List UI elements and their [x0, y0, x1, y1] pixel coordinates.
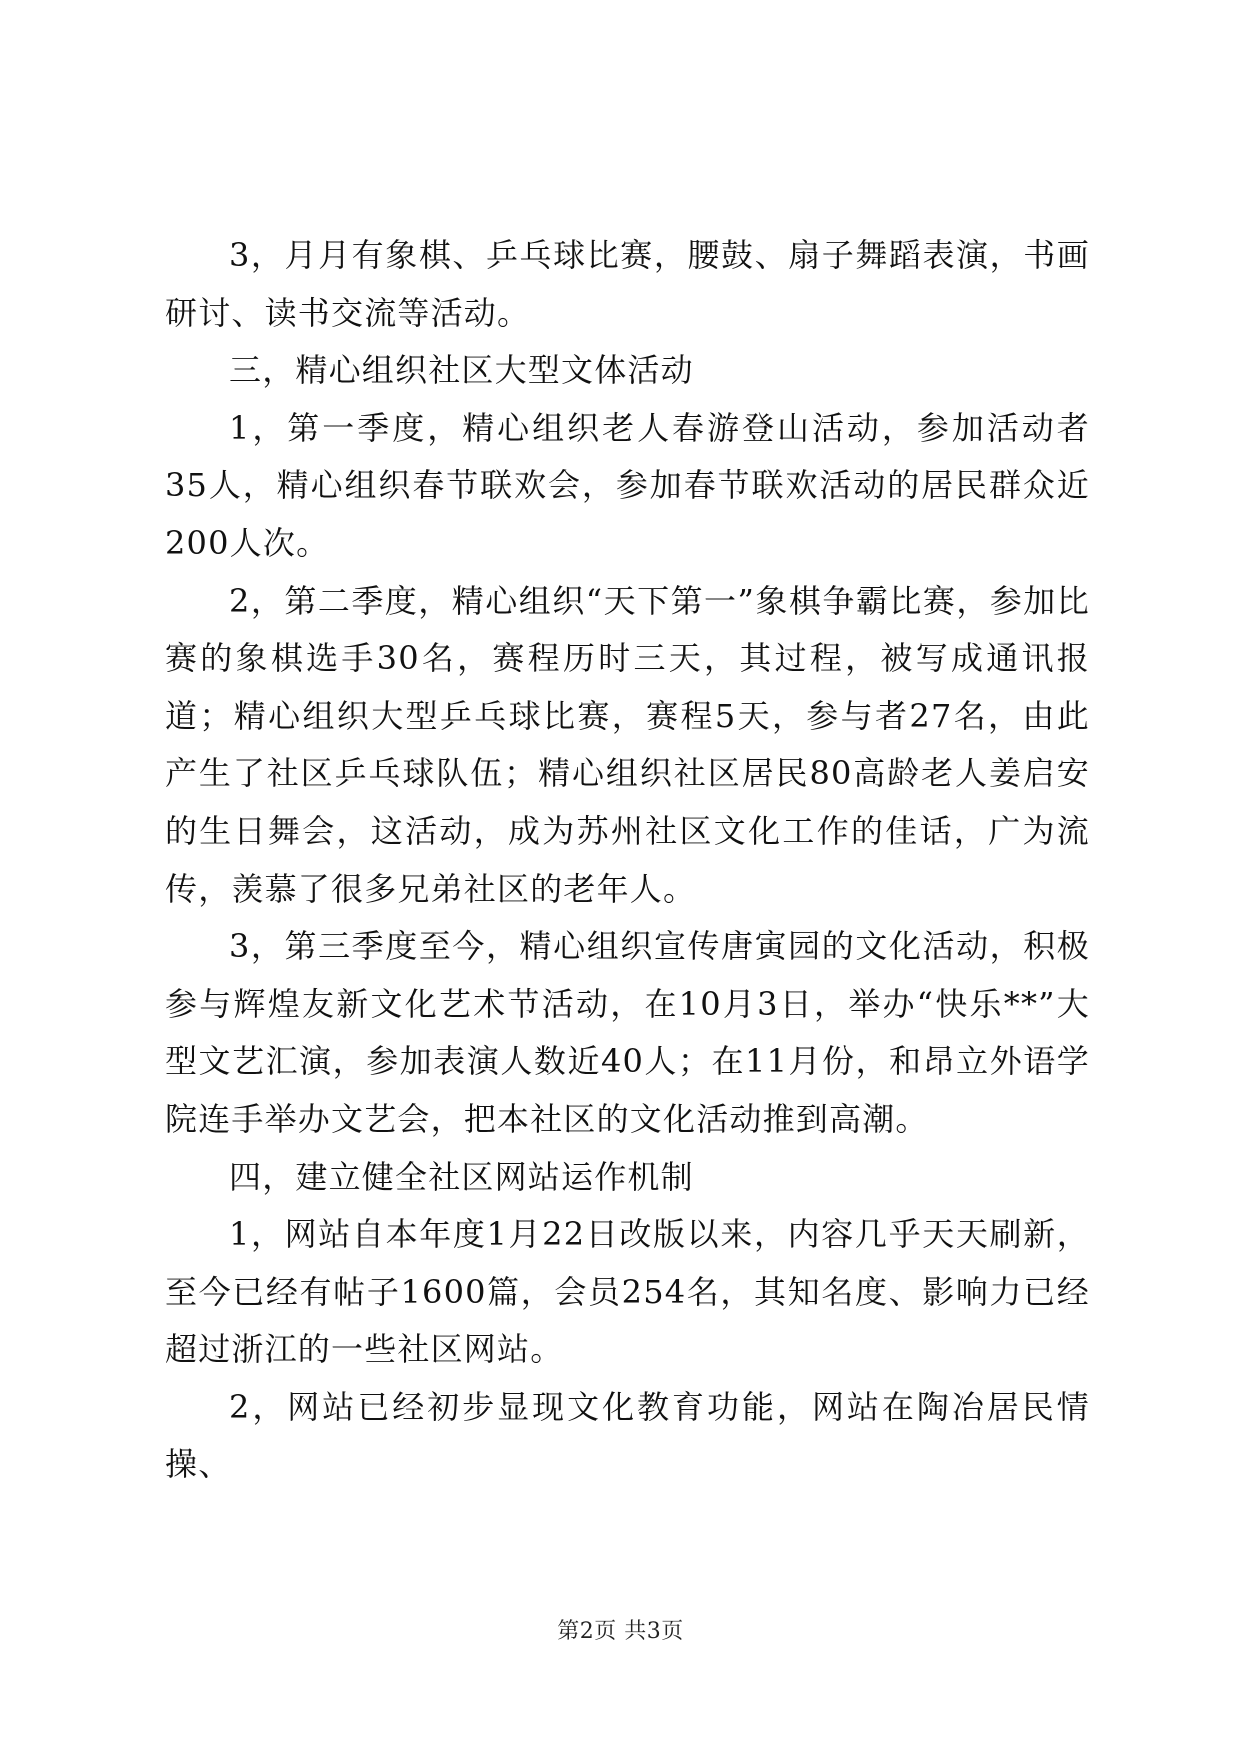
paragraph-q3-activities: 3，第三季度至今，精心组织宣传唐寅园的文化活动，积极参与辉煌友新文化艺术节活动，在10月3日，举办“快乐**”大型文艺汇演，参加表演人数近40人；在11月份，和昂立外语学院连手举办文艺会，把本社区的文化活动推到高潮。 — [165, 927, 1090, 1138]
page-number-footer: 第2页 共3页 — [557, 1619, 684, 1644]
paragraph-q2-activities: 2，第二季度，精心组织“天下第一”象棋争霸比赛，参加比赛的象棋选手30名，赛程历时三天，其过程，被写成通讯报道；精心组织大型乒乓球比赛，赛程5天，参与者27名，由此产生了社区乒乓球队伍；精心组织社区居民80高龄老人姜启安的生日舞会，这活动，成为苏州社区文化工作的佳话，广为流传，羡慕了很多兄弟社区的老年人。 — [165, 581, 1090, 908]
section-heading-3: 三，精心组织社区大型文体活动 — [229, 351, 694, 390]
document-body — [165, 227, 1090, 1494]
paragraph-website-2: 2，网站已经初步显现文化教育功能，网站在陶冶居民情操、 — [165, 1387, 1090, 1484]
paragraph-item-3-activities: 3，月月有象棋、乒乓球比赛，腰鼓、扇子舞蹈表演，书画研讨、读书交流等活动。 — [165, 236, 1090, 332]
paragraph-website-1: 1，网站自本年度1月22日改版以来，内容几乎天天刷新，至今已经有帖子1600篇，会员254名，其知名度、影响力已经超过浙江的一些社区网站。 — [165, 1215, 1090, 1369]
section-heading-4: 四，建立健全社区网站运作机制 — [229, 1157, 694, 1196]
paragraph-q1-activities: 1，第一季度，精心组织老人春游登山活动，参加活动者35人，精心组织春节联欢会，参加春节联欢活动的居民群众近200人次。 — [165, 408, 1090, 562]
